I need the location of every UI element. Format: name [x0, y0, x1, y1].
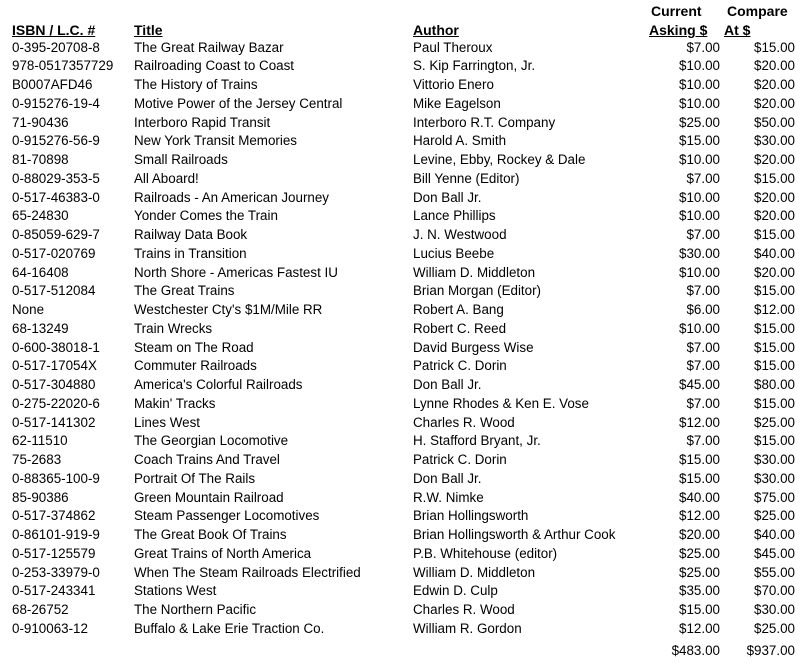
row-asking-price: $12.00 — [679, 620, 720, 636]
row-compare-price: $15.00 — [754, 170, 795, 186]
row-title: North Shore - Americas Fastest IU — [134, 264, 338, 280]
table-row — [0, 507, 800, 526]
row-author: Paul Theroux — [413, 39, 493, 55]
row-author: William D. Middleton — [413, 264, 536, 280]
row-asking-price: $7.00 — [686, 170, 720, 186]
row-asking-price: $35.00 — [679, 583, 720, 599]
row-compare-price: $70.00 — [754, 583, 795, 599]
row-asking-price: $12.00 — [679, 508, 720, 524]
row-asking-price: $12.00 — [679, 414, 720, 430]
row-compare-price: $30.00 — [754, 133, 795, 149]
row-title: Green Mountain Railroad — [134, 489, 284, 505]
table-row — [0, 189, 800, 208]
row-isbn: 62-11510 — [12, 433, 68, 449]
row-author: Brian Hollingsworth & Arthur Cook — [413, 527, 616, 542]
row-compare-price: $80.00 — [754, 377, 795, 392]
row-title: Portrait Of The Rails — [134, 470, 256, 486]
row-asking-price: $15.00 — [679, 133, 720, 149]
row-asking-price: $7.00 — [686, 358, 720, 374]
row-title: Interboro Rapid Transit — [134, 114, 271, 130]
row-isbn: 68-26752 — [12, 602, 69, 617]
table-row — [0, 526, 800, 545]
row-isbn: 0-517-374862 — [12, 508, 96, 524]
table-row — [0, 226, 800, 245]
header-compare-line1: Compare — [727, 3, 788, 19]
row-isbn: 0-910063-12 — [12, 620, 88, 636]
row-author: Edwin D. Culp — [413, 583, 498, 599]
row-author: Brian Morgan (Editor) — [413, 283, 542, 299]
header-asking-line1: Current — [651, 3, 702, 19]
row-title: Westchester Cty's $1M/Mile RR — [134, 302, 323, 317]
row-author: Interboro R.T. Company — [413, 114, 556, 130]
row-isbn: 0-86101-919-9 — [12, 527, 100, 542]
row-isbn: 0-517-020769 — [12, 245, 96, 261]
row-isbn: 64-16408 — [12, 264, 69, 280]
row-author: Mike Eagelson — [413, 95, 501, 111]
row-compare-price: $75.00 — [754, 489, 795, 505]
row-title: When The Steam Railroads Electrified — [134, 564, 361, 580]
row-isbn: 0-517-141302 — [12, 414, 96, 430]
row-compare-price: $15.00 — [754, 227, 795, 242]
table-row — [0, 582, 800, 601]
header-compare-line2: At $ — [724, 22, 751, 38]
row-author: Don Ball Jr. — [413, 189, 482, 205]
row-title: The History of Trains — [134, 77, 258, 92]
table-row — [0, 76, 800, 95]
row-compare-price: $25.00 — [754, 620, 795, 636]
row-compare-price: $20.00 — [754, 95, 795, 111]
row-compare-price: $15.00 — [754, 339, 795, 355]
row-isbn: 0-915276-19-4 — [12, 95, 100, 111]
row-asking-price: $45.00 — [679, 377, 720, 392]
row-isbn: 978-0517357729 — [12, 58, 114, 74]
header-asking-line2: Asking $ — [649, 22, 708, 38]
table-row — [0, 151, 800, 170]
row-author: Charles R. Wood — [413, 602, 515, 617]
row-asking-price: $10.00 — [679, 58, 720, 74]
row-compare-price: $50.00 — [754, 114, 795, 130]
table-row — [0, 601, 800, 620]
table-row — [0, 39, 800, 58]
row-asking-price: $25.00 — [679, 114, 720, 130]
row-compare-price: $30.00 — [754, 452, 795, 467]
table-row — [0, 57, 800, 76]
row-asking-price: $7.00 — [686, 227, 720, 242]
row-author: S. Kip Farrington, Jr. — [413, 58, 536, 74]
row-isbn: 0-395-20708-8 — [12, 39, 100, 55]
row-compare-price: $15.00 — [754, 358, 795, 374]
table-row — [0, 376, 800, 395]
table-row — [0, 432, 800, 451]
row-isbn: 0-88029-353-5 — [12, 170, 100, 186]
row-author: P.B. Whitehouse (editor) — [413, 545, 558, 561]
row-title: Small Railroads — [134, 152, 228, 167]
row-compare-price: $15.00 — [754, 283, 795, 299]
row-asking-price: $25.00 — [679, 564, 720, 580]
row-compare-price: $55.00 — [754, 564, 795, 580]
row-isbn: None — [12, 302, 45, 317]
row-author: H. Stafford Bryant, Jr. — [413, 433, 541, 449]
row-title: Motive Power of the Jersey Central — [134, 95, 343, 111]
row-asking-price: $40.00 — [679, 489, 720, 505]
row-compare-price: $20.00 — [754, 189, 795, 205]
row-compare-price: $15.00 — [754, 433, 795, 449]
row-asking-price: $6.00 — [686, 302, 720, 317]
row-author: Robert C. Reed — [413, 320, 507, 336]
row-asking-price: $10.00 — [679, 77, 720, 92]
total-compare: $937.00 — [746, 643, 795, 658]
table-row — [0, 451, 800, 470]
row-compare-price: $15.00 — [754, 395, 795, 411]
row-isbn: 0-600-38018-1 — [12, 339, 100, 355]
table-row — [0, 114, 800, 133]
row-isbn: 0-915276-56-9 — [12, 133, 100, 149]
row-compare-price: $20.00 — [754, 58, 795, 74]
row-asking-price: $10.00 — [679, 95, 720, 111]
row-author: Levine, Ebby, Rockey & Dale — [413, 152, 586, 167]
row-isbn: 75-2683 — [12, 452, 62, 467]
row-isbn: 81-70898 — [12, 152, 69, 167]
total-asking: $483.00 — [671, 643, 720, 658]
row-asking-price: $10.00 — [679, 264, 720, 280]
row-author: Brian Hollingsworth — [413, 508, 529, 524]
row-title: The Great Railway Bazar — [134, 39, 284, 55]
row-asking-price: $30.00 — [679, 245, 720, 261]
row-author: William R. Gordon — [413, 620, 522, 636]
row-compare-price: $30.00 — [754, 602, 795, 617]
row-author: Lucius Beebe — [413, 245, 495, 261]
row-asking-price: $7.00 — [686, 39, 720, 55]
row-asking-price: $7.00 — [686, 339, 720, 355]
row-author: Don Ball Jr. — [413, 377, 482, 392]
row-title: The Great Trains — [134, 283, 235, 299]
table-row — [0, 545, 800, 564]
row-isbn: 68-13249 — [12, 320, 69, 336]
row-compare-price: $40.00 — [754, 527, 795, 542]
row-author: Patrick C. Dorin — [413, 452, 507, 467]
table-row — [0, 414, 800, 433]
row-isbn: 0-85059-629-7 — [12, 227, 100, 242]
row-author: Robert A. Bang — [413, 302, 504, 317]
header-author: Author — [413, 22, 459, 38]
row-title: Railroads - An American Journey — [134, 189, 330, 205]
row-author: Vittorio Enero — [413, 77, 494, 92]
header-isbn: ISBN / L.C. # — [12, 22, 96, 38]
row-title: Steam Passenger Locomotives — [134, 508, 320, 524]
table-row — [0, 132, 800, 151]
row-compare-price: $25.00 — [754, 414, 795, 430]
row-compare-price: $25.00 — [754, 508, 795, 524]
row-compare-price: $20.00 — [754, 264, 795, 280]
table-row — [0, 470, 800, 489]
row-isbn: B0007AFD46 — [12, 77, 93, 92]
row-author: Harold A. Smith — [413, 133, 507, 149]
table-row — [0, 301, 800, 320]
row-author: J. N. Westwood — [413, 227, 507, 242]
row-compare-price: $15.00 — [754, 39, 795, 55]
row-compare-price: $45.00 — [754, 545, 795, 561]
row-title: Makin' Tracks — [134, 395, 216, 411]
totals-row — [0, 642, 800, 660]
row-title: New York Transit Memories — [134, 133, 297, 149]
row-title: Railway Data Book — [134, 227, 248, 242]
table-row — [0, 357, 800, 376]
row-title: All Aboard! — [134, 170, 199, 186]
table-row — [0, 395, 800, 414]
row-title: The Great Book Of Trains — [134, 527, 287, 542]
row-title: Commuter Railroads — [134, 358, 257, 374]
row-author: Lynne Rhodes & Ken E. Vose — [413, 395, 589, 411]
row-title: Yonder Comes the Train — [134, 208, 278, 224]
row-compare-price: $12.00 — [754, 302, 795, 317]
table-row — [0, 339, 800, 358]
row-title: Stations West — [134, 583, 217, 599]
row-asking-price: $15.00 — [679, 602, 720, 617]
row-isbn: 71-90436 — [12, 114, 69, 130]
row-title: Buffalo & Lake Erie Traction Co. — [134, 620, 325, 636]
row-compare-price: $20.00 — [754, 208, 795, 224]
header-title: Title — [134, 22, 163, 38]
table-row — [0, 264, 800, 283]
row-compare-price: $30.00 — [754, 470, 795, 486]
row-asking-price: $7.00 — [686, 433, 720, 449]
row-title: Lines West — [134, 414, 200, 430]
row-isbn: 0-517-304880 — [12, 377, 96, 392]
table-row — [0, 564, 800, 583]
row-author: William D. Middleton — [413, 564, 536, 580]
row-asking-price: $20.00 — [679, 527, 720, 542]
row-asking-price: $15.00 — [679, 470, 720, 486]
table-row — [0, 245, 800, 264]
row-title: Great Trains of North America — [134, 545, 312, 561]
table-row — [0, 207, 800, 226]
row-compare-price: $15.00 — [754, 320, 795, 336]
row-isbn: 0-88365-100-9 — [12, 470, 100, 486]
row-asking-price: $10.00 — [679, 320, 720, 336]
row-asking-price: $10.00 — [679, 208, 720, 224]
row-asking-price: $10.00 — [679, 152, 720, 167]
row-author: Charles R. Wood — [413, 414, 515, 430]
row-isbn: 85-90386 — [12, 489, 69, 505]
row-author: David Burgess Wise — [413, 339, 534, 355]
row-compare-price: $40.00 — [754, 245, 795, 261]
table-row — [0, 282, 800, 301]
table-row — [0, 170, 800, 189]
row-title: Trains in Transition — [134, 245, 247, 261]
row-isbn: 65-24830 — [12, 208, 69, 224]
row-author: Lance Phillips — [413, 208, 496, 224]
row-title: The Northern Pacific — [134, 602, 257, 617]
row-asking-price: $7.00 — [686, 283, 720, 299]
row-compare-price: $20.00 — [754, 152, 795, 167]
table-row — [0, 620, 800, 639]
row-asking-price: $25.00 — [679, 545, 720, 561]
row-title: The Georgian Locomotive — [134, 433, 289, 449]
row-title: Railroading Coast to Coast — [134, 58, 295, 74]
row-title: Coach Trains And Travel — [134, 452, 280, 467]
row-isbn: 0-517-46383-0 — [12, 189, 100, 205]
row-isbn: 0-517-512084 — [12, 283, 96, 299]
row-author: R.W. Nimke — [413, 489, 484, 505]
row-author: Bill Yenne (Editor) — [413, 170, 520, 186]
row-isbn: 0-275-22020-6 — [12, 395, 100, 411]
row-isbn: 0-517-17054X — [12, 358, 97, 374]
row-author: Patrick C. Dorin — [413, 358, 507, 374]
row-compare-price: $20.00 — [754, 77, 795, 92]
row-asking-price: $15.00 — [679, 452, 720, 467]
row-title: Steam on The Road — [134, 339, 254, 355]
row-asking-price: $10.00 — [679, 189, 720, 205]
row-title: America's Colorful Railroads — [134, 377, 303, 392]
row-isbn: 0-253-33979-0 — [12, 564, 100, 580]
table-row — [0, 95, 800, 114]
table-row — [0, 320, 800, 339]
row-isbn: 0-517-125579 — [12, 545, 96, 561]
row-title: Train Wrecks — [134, 320, 213, 336]
row-author: Don Ball Jr. — [413, 470, 482, 486]
row-asking-price: $7.00 — [686, 395, 720, 411]
row-isbn: 0-517-243341 — [12, 583, 96, 599]
table-row — [0, 489, 800, 508]
